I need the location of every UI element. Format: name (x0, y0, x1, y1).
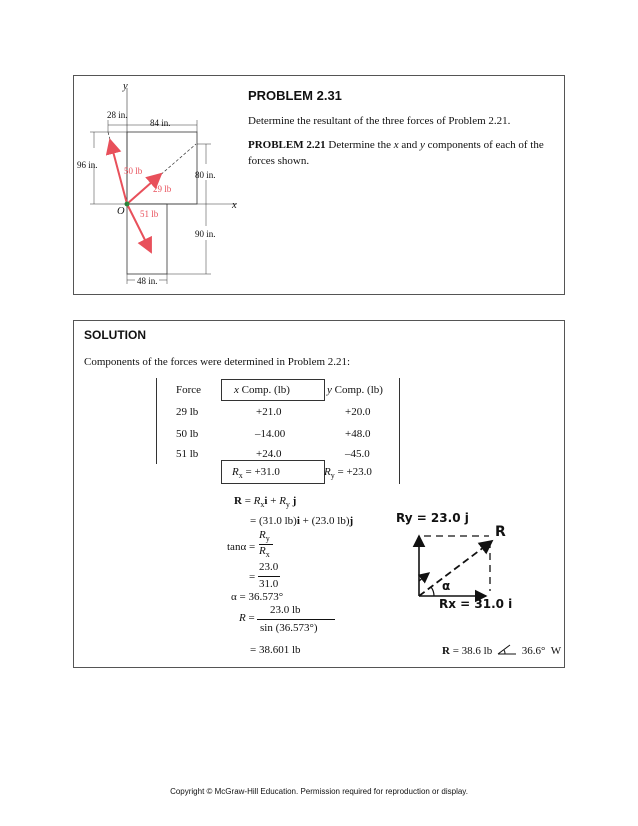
sketch-rx-label: Rx = 31.0 i (439, 597, 513, 611)
resultant-vector-equation: $R = R_xi + R_y$ j (234, 495, 297, 510)
table-row-3-force: 51 lb (176, 448, 199, 460)
angle-icon (497, 644, 517, 655)
table-row-3-y: –45.0 (345, 448, 370, 460)
dimension-80: 80 in. (195, 170, 216, 180)
dimension-48: 48 in. (137, 276, 158, 286)
solution-intro: Components of the forces were determined in Problem 2.21: (84, 356, 351, 368)
table-header-force: Force (176, 384, 202, 396)
table-row-2-x: –14.00 (255, 428, 286, 440)
problem-title: PROBLEM 2.31 (248, 88, 342, 103)
solution-box (73, 320, 565, 668)
table-row-1-x: +21.0 (256, 406, 282, 418)
table-header-y: y Comp. (lb) (327, 384, 383, 396)
fraction-31: 31.0 (259, 578, 279, 590)
final-answer: R = 38.6 lb 36.6° W (442, 645, 562, 657)
ry-sum: $R_y = +23.0$ (324, 466, 372, 481)
rx-sum: $R_x = +31.0$ (232, 466, 280, 481)
fraction-ry: $R_y$ (259, 529, 270, 544)
r-magnitude-label: R = (239, 612, 255, 624)
resultant-sketch (404, 511, 544, 611)
figure-y-axis-label: y (123, 81, 128, 92)
resultant-vector-values: = (31.0 lb)i + (23.0 lb)j (250, 515, 354, 527)
table-row-2-y: +48.0 (345, 428, 371, 440)
force-label-29: 29 lb (153, 184, 172, 194)
dimension-90: 90 in. (195, 229, 216, 239)
table-row-1-y: +20.0 (345, 406, 371, 418)
copyright-footer: Copyright © McGraw-Hill Education. Permission required for reproduction or display. (170, 787, 468, 796)
table-row-2-force: 50 lb (176, 428, 199, 440)
sketch-alpha-label: α (442, 579, 451, 593)
table-row-3-x: +24.0 (256, 448, 282, 460)
table-header-x: x Comp. (lb) (234, 384, 290, 396)
fraction-23: 23.0 (259, 561, 279, 573)
fraction-sin: sin (36.573°) (260, 622, 318, 634)
alpha-result: α = 36.573° (231, 591, 284, 603)
problem-box (73, 75, 565, 295)
problem-statement: Determine the resultant of the three forces of Problem 2.21. (248, 115, 511, 127)
fraction-23lb: 23.0 lb (270, 604, 301, 616)
figure-origin-label: O (117, 206, 125, 217)
solution-heading: SOLUTION (84, 328, 146, 342)
equals-sign: = (249, 571, 256, 583)
dimension-28: 28 in. (107, 110, 128, 120)
reference-label: PROBLEM 2.21 (248, 139, 326, 151)
problem-reference: PROBLEM 2.21 Determine the x and y components of each of the forces shown. (248, 139, 544, 167)
dimension-96: 96 in. (77, 160, 98, 170)
figure-x-axis-label: x (232, 200, 237, 211)
force-label-50: 50 lb (124, 166, 143, 176)
sketch-r-label: R (495, 524, 506, 540)
force-label-51: 51 lb (140, 209, 159, 219)
r-magnitude-value: = 38.601 lb (250, 644, 301, 656)
table-row-1-force: 29 lb (176, 406, 199, 418)
fraction-rx: $R_x$ (259, 545, 270, 560)
dimension-84: 84 in. (150, 118, 171, 128)
sketch-ry-label: Ry = 23.0 j (396, 511, 469, 525)
tan-alpha-label: tanα = (227, 541, 256, 553)
